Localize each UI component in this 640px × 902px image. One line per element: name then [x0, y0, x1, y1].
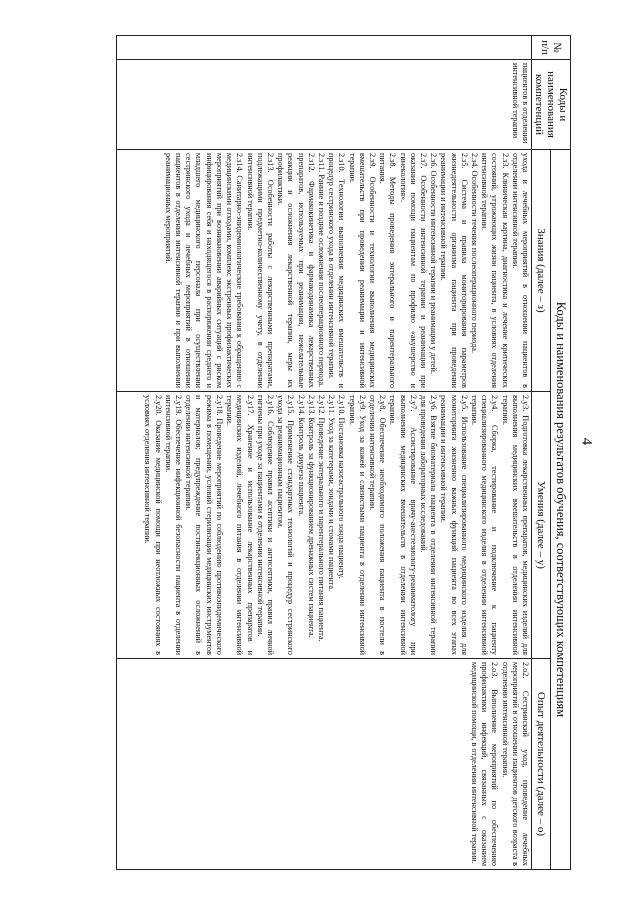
- skill-item: 2.у20. Оказание медицинской помощи при неотложных состояниях в условиях отделения интенсивной терапии.: [143, 395, 163, 655]
- rotated-table-container: [116, 35, 571, 869]
- knowledge-item: 2.з3. Клиническая картина, диагностика и лечение критических состояний, угрожающих жизни пациента, в условиях отделения интенсивной терапии.: [480, 153, 510, 388]
- knowledge-item: 2.з11. Ранние и поздние осложнения послеоперационного периода.: [316, 153, 326, 388]
- knowledge-item: 2.з4. Особенности течения послеоперационного периода.: [469, 153, 479, 354]
- knowledge-item: 2.з8. Методы проведения энтерального и парентерального питания.: [378, 153, 398, 388]
- knowledge-item: 2.з7. Особенности интенсивной терапии и реанимации при оказании помощи пациентам по профилю «акушерство и гинекология».: [398, 153, 428, 388]
- skill-item: 2.у18. Проведение мероприятий по соблюдению противоэпидемического режима в помещении, условий стерилизации медицинских инструментов и материалов; предупреждение постинъекционных осложнений в отделении интенсивной терапии.: [184, 395, 224, 655]
- cell-skills: [117, 392, 532, 659]
- knowledge-item: 2.з10. Технологии выполнения медицинских вмешательств и процедур сестринского ухода в отделении интенсивной терапии.: [327, 153, 347, 388]
- skill-item: 2.у13. Контроль за функционированием дренажных систем пациента.: [306, 395, 316, 638]
- page-number: 4: [578, 437, 595, 446]
- knowledge-item: ухода и лечебных мероприятий в отношении пациентов в отделении интенсивной терапии.: [510, 153, 530, 388]
- skill-item: 2.у7. Ассистирование врачу-анестезиологу-реаниматологу при выполнении медицинских вмешательств в отделении интенсивной терапии.: [388, 395, 418, 655]
- experience-item: 2.о3. Выполнение мероприятий по обеспечению профилактики инфекций, связанных с оказанием медицинской помощи, в отделении интенсивной терапии.: [469, 662, 500, 867]
- cell-num: [117, 36, 532, 60]
- header-results-group: Коды и наименования результатов обучения, соответствующих компетенциям: [551, 150, 571, 870]
- skill-item: 2.у16. Соблюдение правил асептики и антисептики, правил личной гигиены при уходе за пациентами в отделении интенсивной терапии.: [255, 395, 275, 655]
- skill-item: 2.у12. Проведение энтерального и парентерального питания пациента.: [316, 395, 326, 642]
- skill-item: 2.у15. Применение стандартных технологий и процедур сестринского ухода за реанимационным пациентом.: [276, 395, 296, 655]
- knowledge-item: 2.з5. Система и правила мониторирования параметров жизнедеятельности организма пациента при проведении реанимации и интенсивной терапии.: [439, 153, 469, 388]
- cell-competency: пациентов в отделении интенсивной терапии: [117, 60, 532, 150]
- header-skills: Умения (далее – у): [532, 392, 552, 659]
- skill-item: 2.у17. Хранение и использование лекарственных препаратов и медицинских изделий, лечебного питания в отделении интенсивной терапии.: [225, 395, 255, 655]
- table-row: [117, 36, 532, 870]
- header-codes: Коды и наименования компетенций: [532, 60, 571, 150]
- experience-item: 2.о2. Сестринский уход, проведение лечебных мероприятий в отношении пациентов детского возраста в отделении интенсивной терапии.: [500, 662, 530, 867]
- skill-item: 2.у5. Использование специализированного медицинского изделия для мониторинга жизненно важных функций пациента во всех этапах реанимации и интенсивной терапии.: [439, 395, 469, 655]
- knowledge-item: 2.з9. Особенности и технологии выполнения медицинских вмешательств при проведении реанимации и интенсивной терапии.: [347, 153, 377, 388]
- header-experience: Опыт деятельности (далее – о): [532, 659, 552, 870]
- header-knowledge: Знания (далее – з): [532, 150, 552, 392]
- header-num: № п/п: [532, 36, 571, 60]
- cell-knowledge: [117, 150, 532, 392]
- skill-item: 2.у6. Взятие биоматериала пациента в отделении интенсивной терапии для проведения лабораторных исследований.: [418, 395, 439, 655]
- skill-item: 2.у8. Обеспечение необходимого положения пациента в постели в отделении интенсивной терапии.: [367, 395, 388, 655]
- skill-item: 2.у3. Подготовка лекарственных препаратов, медицинских изделий для выполнения медицинских вмешательств в отделении интенсивной терапии.: [500, 395, 530, 655]
- competency-table: [116, 35, 571, 870]
- skill-item: 2.у4. Сборка, тестирование и подключение к пациенту специализированного медицинского изделия в отделении интенсивной терапии.: [469, 395, 500, 655]
- cell-experience: [117, 659, 532, 870]
- knowledge-item: 2.з13. Особенности работы с лекарственными препаратами, подлежащими предметно-количественному учету, в отделении интенсивной терапии.: [245, 153, 275, 388]
- skill-item: 2.у10. Постановка назогастрального зонда пациенту.: [337, 395, 347, 579]
- knowledge-item: 2.з12. Фармакокинетика и фармакодинамика лекарственных препаратов, используемых при реанимации, нежелательные реакции и осложнения лекарственной терапии, меры их профилактики.: [276, 153, 316, 388]
- skill-item: 2.у11. Уход за катетерами, зондами и стомами пациента.: [327, 395, 337, 592]
- knowledge-item: 2.з14. Санитарно-эпидемиологические требования к обращению с медицинскими отходами, комплекс экстренных профилактических мероприятий при возникновении аварийных ситуаций с риском инфицирования себя и находящегося в распоряжении среднего и младшего медицинского персонала при осуществлении сестринского ухода и лечебных мероприятий в отношении пациентов в отделении интенсивной терапии и при выполнении реанимационных мероприятий.: [163, 153, 245, 388]
- skill-item: 2.у14. Контроль диуреза пациента.: [296, 395, 306, 517]
- skill-item: 2.у19. Обеспечение инфекционной безопасности пациента в отделении интенсивной терапии.: [163, 395, 184, 655]
- skill-item: 2.у9. Уход за кожей и слизистыми пациента в отделении интенсивной терапии.: [347, 395, 367, 655]
- knowledge-item: 2.з6. Особенности интенсивной терапии и реанимации у детей.: [429, 153, 439, 374]
